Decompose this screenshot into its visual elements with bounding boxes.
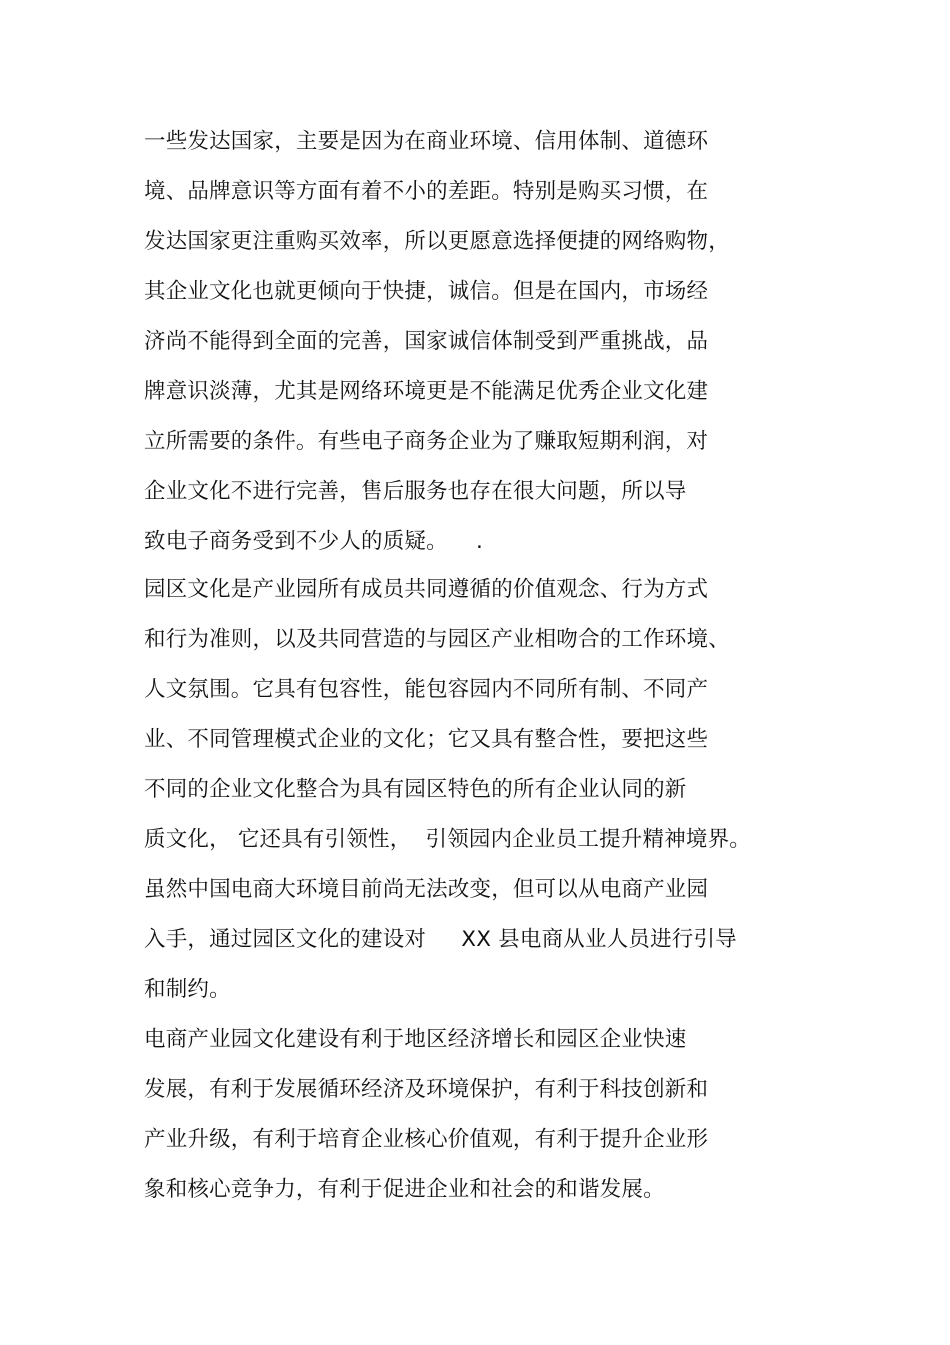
- text-line: 立所需要的条件。有些电子商务企业为了赚取短期利润，对: [144, 429, 709, 454]
- text-line: 虽然中国电商大环境目前尚无法改变，但可以从电商产业园: [144, 877, 709, 902]
- text-line: 园区文化是产业园所有成员共同遵循的价值观念、行为方式: [144, 577, 709, 602]
- text-line: 牌意识淡薄，尤其是网络环境更是不能满足优秀企业文化建: [144, 379, 709, 404]
- text-line: 其企业文化也就更倾向于快捷，诚信。但是在国内，市场经: [144, 279, 709, 304]
- text-line: 不同的企业文化整合为具有园区特色的所有企业认同的新: [144, 777, 687, 802]
- text-line: 一些发达国家，主要是因为在商业环境、信用体制、道德环: [144, 129, 709, 154]
- text-line: 和行为准则，以及共同营造的与园区产业相吻合的工作环境、: [144, 627, 730, 652]
- text-line: 济尚不能得到全面的完善，国家诚信体制受到严重挑战，品: [144, 329, 709, 354]
- text-line: 人文氛围。它具有包容性，能包容园内不同所有制、不同产: [144, 677, 709, 702]
- text-line: 质文化， 它还具有引领性， 引领园内企业员工提升精神境界。: [144, 827, 752, 852]
- text-line: 企业文化不进行完善，售后服务也存在很大问题，所以导: [144, 479, 687, 504]
- text-line: 致电子商务受到不少人的质疑。 .: [144, 529, 483, 554]
- text-line: 入手，通过园区文化的建设对 XX 县电商从业人员进行引导: [144, 927, 737, 952]
- text-line: 发达国家更注重购买效率，所以更愿意选择便捷的网络购物，: [144, 229, 730, 254]
- text-line: 和制约。: [144, 977, 231, 1002]
- text-line: 电商产业园文化建设有利于地区经济增长和园区企业快速: [144, 1027, 687, 1052]
- text-line: 象和核心竞争力，有利于促进企业和社会的和谐发展。: [144, 1177, 665, 1202]
- text-line: 境、品牌意识等方面有着不小的差距。特别是购买习惯，在: [144, 179, 709, 204]
- text-line: 业、不同管理模式企业的文化；它又具有整合性，要把这些: [144, 727, 709, 752]
- text-line: 发展，有利于发展循环经济及环境保护，有利于科技创新和: [144, 1077, 709, 1102]
- text-line: 产业升级，有利于培育企业核心价值观，有利于提升企业形: [144, 1127, 709, 1152]
